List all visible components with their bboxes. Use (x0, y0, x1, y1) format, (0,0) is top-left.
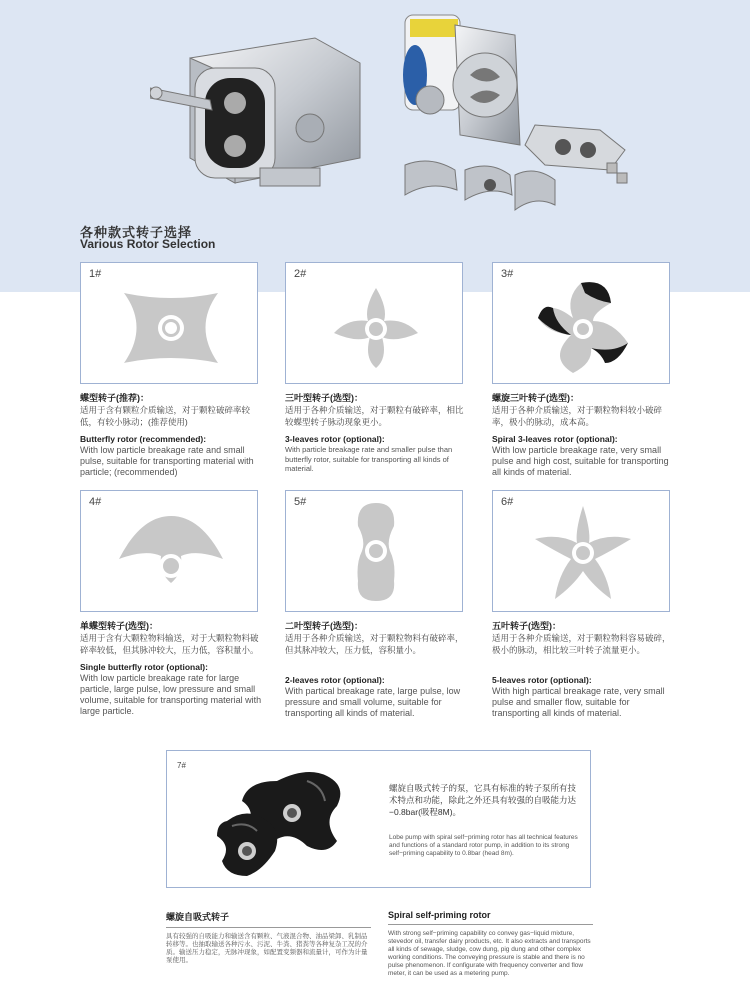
rotor-desc-3 (492, 392, 677, 478)
rotor-desc-4 (80, 620, 265, 717)
rotor-text-en: With low particle breakage rate for large particle, large pulse, low pressure and small volume, suitable for transporting material with large particle. (80, 673, 262, 716)
rotor-card-5 (285, 490, 463, 612)
rotor-desc-5 (285, 620, 470, 719)
rotor-icon (286, 491, 464, 613)
rotor-title-cn: 二叶型转子(选型)： (285, 621, 363, 631)
rotor-text-cn: 适用于各种介质输送，对于颗粒物料容易破碎，极小的脉动，相比较三叶转子流量更小。 (492, 633, 671, 655)
rotor-title-cn: 蝶型转子(推荐)： (80, 393, 149, 403)
rotor-card-3 (492, 262, 670, 384)
bottom-title-en: Spiral self-priming rotor (388, 910, 593, 925)
rotor-desc-6 (492, 620, 677, 719)
rotor-icon (81, 491, 259, 613)
rotor7-text-en: Lobe pump with spiral self−priming rotor has all technical features and functions of a standard rotor pump, in addition to its strong self−priming capability to 0.8bar (head 8m). (389, 834, 578, 857)
section-title-cn: 各种款式转子选择 (80, 225, 193, 240)
rotor-number: 7# (177, 761, 186, 770)
rotor-title-en: 5-leaves rotor (optional): (492, 675, 592, 685)
bottom-text-en: With strong self−priming capability co convey gas−liquid mixture, stevedor oil, transfer dairy products, etc. It also extracts and transports all kinds of sewage, sludge, cow dung, pig dung and other complex working conditions. The conveying pressure is stable and there is no pulse phenomenon. If configurate with frequency converter and flow meter, it can be used as a metering pump. (388, 930, 591, 977)
rotor-card-1 (80, 262, 258, 384)
hero-banner (0, 0, 750, 292)
rotor-icon (493, 491, 671, 613)
rotor-desc-1 (80, 392, 265, 478)
bottom-col-en (388, 910, 593, 978)
section-title-en: Various Rotor Selection (80, 237, 216, 251)
rotor-text-en: With high partical breakage rate, very small pulse and smaller flow, suitable for transporting all kinds of material. (492, 686, 665, 718)
bottom-title-cn: 螺旋自吸式转子 (166, 910, 371, 928)
rotor-text-cn: 适用于各种介质输送，对于颗粒有破碎率，相比较蝶型转子脉动现象更小。 (285, 405, 464, 427)
rotor-number: 6# (501, 496, 514, 508)
rotor-title-cn: 螺旋三叶转子(选型)： (492, 393, 579, 403)
rotor-title-cn: 三叶型转子(选型)： (285, 393, 363, 403)
rotor-number: 4# (89, 496, 102, 508)
rotor-title-cn: 五叶转子(选型)： (492, 621, 561, 631)
rotor-icon (286, 263, 464, 385)
rotor-card-7 (166, 750, 591, 888)
rotor-title-en: 3-leaves rotor (optional): (285, 434, 385, 444)
rotor-text-en: With particle breakage rate and smaller pulse than butterfly rotor, suitable for transporting all kinds of material. (285, 445, 453, 473)
rotor-number: 2# (294, 268, 307, 280)
rotor-text-cn: 适用于各种介质输送，对于颗粒物料有破碎率，但其脉冲较大，压力低，容积量小。 (285, 633, 464, 655)
rotor-text-en: With low particle breakage rate and small pulse, suitable for transporting material with particle; (recommended) (80, 445, 254, 477)
rotor-card-2 (285, 262, 463, 384)
bottom-text-cn: 具有较强的自吸能力和输送含有颗粒、气液混合物、油品梁卸、乳制品转移等。也抽取输送各种污水、污泥、牛粪、猪粪等各种复杂工况的介质。输送压力稳定，无脉冲现象，如配置变频器和流量计，可作为计量泵使用。 (166, 933, 368, 964)
bottom-col-cn (166, 910, 371, 965)
rotor-card-6 (492, 490, 670, 612)
lobe-pump-assembled-icon (150, 18, 370, 198)
rotor-title-en: Spiral 3-leaves rotor (optional): (492, 434, 618, 444)
rotor-desc-2 (285, 392, 470, 474)
rotor-number: 1# (89, 268, 102, 280)
rotor-title-en: Single butterfly rotor (optional): (80, 662, 208, 672)
rotor-title-cn: 单蝶型转子(选型)： (80, 621, 158, 631)
rotor-card-4 (80, 490, 258, 612)
rotor-text-en: With partical breakage rate, large pulse, low pressure and small volume, suitable for transporting all kinds of material. (285, 686, 461, 718)
rotor-text-cn: 适用于各种介质输送，对于颗粒物料较小破碎率，极小的脉动，成本高。 (492, 405, 663, 427)
lobe-pump-exploded-icon (385, 5, 635, 240)
spiral-rotor-icon (187, 751, 387, 889)
rotor-text-cn: 适用于含有大颗粒物料输送，对于大颗粒物料破碎率较低，但其脉冲较大，压力低，容积量小。 (80, 633, 259, 655)
rotor-number: 3# (501, 268, 514, 280)
rotor-title-en: Butterfly rotor (recommended): (80, 434, 207, 444)
rotor-icon (493, 263, 671, 385)
rotor-text-cn: 适用于含有颗粒介质输送，对于颗粒破碎率较低，有较小脉动；(推荐使用) (80, 405, 251, 427)
rotor7-text-cn: 螺旋自吸式转子的泵，它具有标准的转子泵所有技术特点和功能，除此之外还具有较强的自吸能力达−0.8bar(吸程8M)。 (389, 783, 577, 817)
rotor-text-en: With low particle breakage rate, very small pulse and high cost, suitable for transporting all kinds of material. (492, 445, 669, 477)
rotor-icon (81, 263, 259, 385)
rotor-title-en: 2-leaves rotor (optional): (285, 675, 385, 685)
rotor-number: 5# (294, 496, 307, 508)
